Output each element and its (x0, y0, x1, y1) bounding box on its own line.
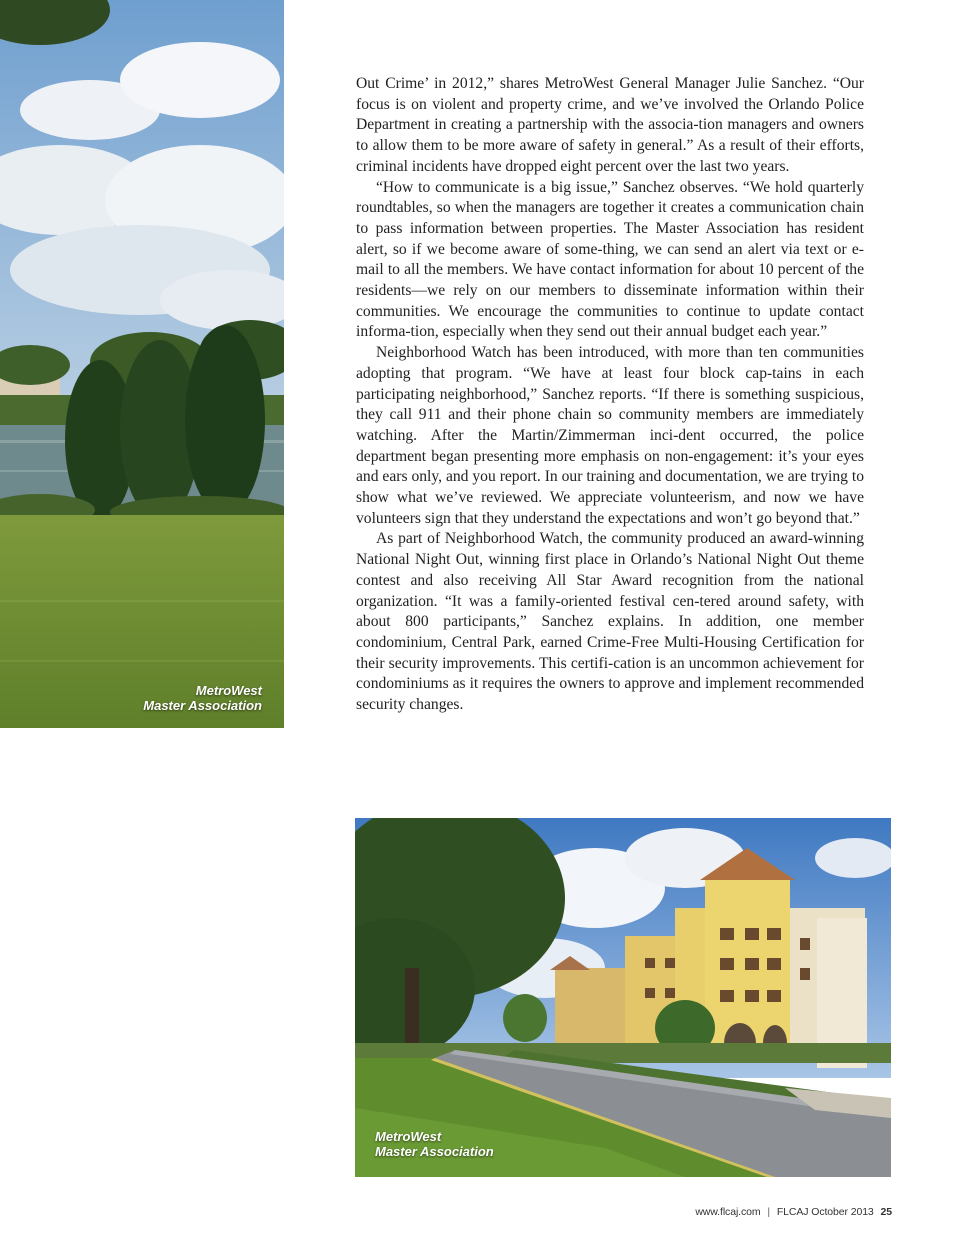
caption-line-1: MetroWest (195, 683, 262, 698)
caption-line-2: Master Association (375, 1144, 494, 1159)
paragraph-2: “How to communicate is a big issue,” Sanchez observes. “We hold quarterly roundtables, so when the managers are together it creates a communication chain to pass information between properties. The Master Association has resident alert, so if we become aware of some-thing, we can send an alert via text or e-mail to all the members. We have contact information for about 10 percent of the residents—we rely on our members to disseminate information within their communities. We encourage the communities to continue to update contact informa-tion, especially when they send out their annual budget each year.” (356, 178, 864, 341)
paragraph-3: Neighborhood Watch has been introduced, with more than ten communities adopting that program. “We have at least four block cap-tains in each participating neighborhood,” Sanchez reports. “If there is something suspicious, they call 911 and their phone chain so community members are immediately watching. After the Martin/Zimmerman inci-dent occurred, the police department began presenting more emphasis on non-engagement: it’s your eyes and ears only, and you report. In our training and documentation, we are trying to show what we’ve reviewed. We appreciate volunteerism, and now we have volunteers sign that they understand the expectations and won’t go beyond that.” (356, 344, 864, 527)
footer-website-link[interactable]: www.flcaj.com (695, 1206, 761, 1218)
page-footer (695, 1206, 892, 1218)
page-number: 25 (880, 1206, 892, 1218)
caption-line-2: Master Association (143, 698, 262, 713)
left-photo-caption (62, 683, 262, 713)
street-buildings-image (355, 818, 891, 1177)
bottom-photo-caption (375, 1129, 595, 1159)
left-photo (0, 0, 284, 728)
footer-separator: | (767, 1206, 770, 1218)
footer-issue: October 2013 (811, 1206, 874, 1218)
article-body (356, 74, 864, 716)
lake-landscape-image (0, 0, 284, 728)
caption-line-1: MetroWest (375, 1129, 442, 1144)
paragraph-1: Out Crime’ in 2012,” shares MetroWest General Manager Julie Sanchez. “Our focus is on violent and property crime, and we’ve involved the Orlando Police Department in creating a partnership with the associa-tion managers and owners to allow them to be more aware of safety in general.” As a result of their efforts, criminal incidents have dropped eight percent over the last two years. (356, 75, 864, 175)
paragraph-4: As part of Neighborhood Watch, the community produced an award-winning National Night Out, winning first place in Orlando’s National Night Out theme contest and also receiving All Star Award recognition from the national organization. “It was a family-oriented festival cen-tered around safety, with about 800 participants,” Sanchez explains. In addition, one member condominium, Central Park, earned Crime-Free Multi-Housing Certification for their security improvements. This certifi-cation is an uncommon achievement for condominiums as it requires the owners to approve and implement recommended security changes. (356, 530, 864, 714)
bottom-photo (355, 818, 891, 1177)
footer-publication: FLCAJ (776, 1206, 809, 1218)
